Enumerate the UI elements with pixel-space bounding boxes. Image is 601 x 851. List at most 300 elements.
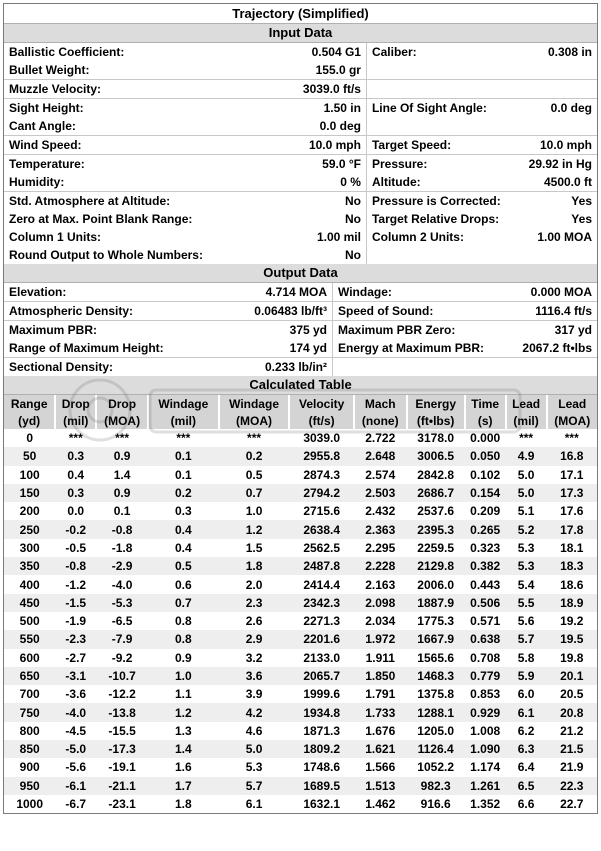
table-cell: 0.1 <box>148 447 219 465</box>
table-cell: 5.0 <box>506 484 547 502</box>
output-row <box>4 283 597 302</box>
input-label: Pressure: <box>366 155 517 174</box>
input-label: Sight Height: <box>4 99 208 118</box>
column-header: (mil) <box>148 412 219 429</box>
table-cell: 2006.0 <box>417 577 454 592</box>
column-header: (MOA) <box>96 412 148 429</box>
table-cell: 1632.1 <box>303 797 341 812</box>
table-cell: -1.2 <box>65 577 87 592</box>
column-header: Mach <box>354 395 407 412</box>
table-cell: -4.0 <box>111 577 133 592</box>
table-cell: 2.503 <box>354 484 407 502</box>
input-value: 10.0 mph <box>517 136 597 155</box>
table-cell: -23.1 <box>108 797 136 812</box>
output-label: Speed of Sound: <box>333 302 508 321</box>
table-cell: 1934.8 <box>289 703 354 721</box>
table-cell: 700 <box>19 687 40 702</box>
table-cell: 650 <box>4 667 55 685</box>
output-value <box>508 358 597 377</box>
table-cell: -2.9 <box>96 557 148 575</box>
table-cell: 20.5 <box>560 687 584 702</box>
input-value <box>517 246 597 264</box>
table-cell: 4.2 <box>219 703 290 721</box>
input-value: 10.0 mph <box>208 136 367 155</box>
table-cell: 2133.0 <box>303 650 341 665</box>
input-label: Humidity: <box>9 175 65 189</box>
table-cell: 0.0 <box>67 504 85 519</box>
output-value: 0.233 lb/in² <box>174 358 333 377</box>
column-header: Windage <box>148 395 219 412</box>
table-cell: 2.295 <box>365 540 396 555</box>
table-cell: *** <box>519 431 534 446</box>
table-cell: 2487.8 <box>289 557 354 575</box>
column-header: Lead <box>547 395 597 412</box>
table-cell: 1.7 <box>148 777 219 795</box>
table-cell: 2537.6 <box>417 504 454 519</box>
table-cell: -2.3 <box>55 630 96 648</box>
output-data-header: Output Data <box>4 264 597 283</box>
table-cell: 0.102 <box>470 467 501 482</box>
table-cell: 1288.1 <box>407 703 465 721</box>
table-cell: 0.4 <box>148 520 219 538</box>
table-cell: 0.779 <box>465 667 506 685</box>
table-cell: 20.1 <box>547 667 597 685</box>
table-cell: 50 <box>4 447 55 465</box>
table-cell: 1.733 <box>354 703 407 721</box>
table-cell: 18.3 <box>547 557 597 575</box>
table-cell: 1.090 <box>465 740 506 758</box>
table-cell: 2.163 <box>365 577 396 592</box>
table-cell: *** <box>68 431 83 446</box>
table-cell: 1.972 <box>354 630 407 648</box>
output-value: 2067.2 ft•lbs <box>522 341 592 355</box>
input-label: Target Speed: <box>366 136 517 155</box>
table-cell: 2129.8 <box>407 557 465 575</box>
table-cell: -0.8 <box>55 557 96 575</box>
table-cell: 0.323 <box>470 540 501 555</box>
table-cell: 1000 <box>16 797 44 812</box>
table-cell: 0.853 <box>470 687 501 702</box>
input-value: No <box>208 246 367 264</box>
table-cell: 17.1 <box>560 467 584 482</box>
input-value: No <box>208 192 367 211</box>
table-cell: 0.209 <box>470 504 501 519</box>
table-cell: 5.7 <box>219 777 290 795</box>
output-row <box>4 339 597 358</box>
table-cell: 2.722 <box>365 431 396 446</box>
input-value: Yes <box>517 192 597 211</box>
table-cell: 0.638 <box>465 630 506 648</box>
table-cell: 950 <box>4 777 55 795</box>
table-cell: 1052.2 <box>417 760 454 775</box>
input-row <box>4 43 597 61</box>
trajectory-report <box>3 3 598 814</box>
table-cell: -5.6 <box>65 760 87 775</box>
table-cell: 0.4 <box>67 467 85 482</box>
table-cell: 1.261 <box>465 777 506 795</box>
output-value: 174 yd <box>174 339 333 358</box>
table-cell: 2.034 <box>365 614 396 629</box>
calculated-table <box>4 395 597 813</box>
output-label: Energy at Maximum PBR: <box>338 341 485 355</box>
column-header: (ft/s) <box>289 412 354 429</box>
input-label: Column 2 Units: <box>371 230 464 244</box>
table-cell: -17.3 <box>96 740 148 758</box>
input-value: 1.00 mil <box>208 228 367 246</box>
output-value: 317 yd <box>508 321 597 340</box>
input-value: 29.92 in Hg <box>517 155 597 174</box>
output-label: Maximum PBR: <box>4 321 174 340</box>
table-cell: 1.8 <box>174 797 192 812</box>
table-row <box>4 722 597 740</box>
table-cell: -3.1 <box>55 667 96 685</box>
table-cell: 6.4 <box>517 760 535 775</box>
output-label <box>333 358 508 377</box>
table-cell: 2.574 <box>365 467 396 482</box>
table-row <box>4 575 597 593</box>
table-cell: 0.4 <box>174 540 192 555</box>
table-cell: 1205.0 <box>417 723 454 738</box>
input-row <box>4 173 597 192</box>
calculated-table-header: Calculated Table <box>4 376 597 395</box>
output-label: Maximum PBR Zero: <box>333 321 508 340</box>
table-cell: 1.850 <box>354 667 407 685</box>
table-row <box>4 539 597 557</box>
input-value <box>517 61 597 80</box>
output-label: Sectional Density: <box>4 358 174 377</box>
output-label: Windage: <box>338 285 392 299</box>
table-cell: 0.5 <box>245 467 263 482</box>
table-cell: 2.363 <box>354 520 407 538</box>
input-value: 1.50 in <box>208 99 367 118</box>
output-row <box>4 302 597 321</box>
table-cell: 0.1 <box>174 467 192 482</box>
table-cell: 1999.6 <box>303 687 341 702</box>
input-label: Bullet Weight: <box>9 63 90 77</box>
output-value: 375 yd <box>174 321 333 340</box>
table-cell: 800 <box>19 723 40 738</box>
column-header: (ft•lbs) <box>407 412 465 429</box>
column-header: Energy <box>407 395 465 412</box>
input-value: 1.00 MOA <box>537 230 592 244</box>
table-cell: 0.6 <box>174 577 192 592</box>
input-label: Altitude: <box>371 175 421 189</box>
input-row <box>4 80 597 99</box>
table-cell: *** <box>115 431 130 446</box>
table-cell: 1.676 <box>365 723 396 738</box>
table-cell: 1.5 <box>245 540 263 555</box>
table-cell: 1.1 <box>174 687 192 702</box>
table-cell: -4.0 <box>55 703 96 721</box>
table-cell: -1.5 <box>55 594 96 612</box>
table-cell: 18.1 <box>560 540 584 555</box>
table-row <box>4 667 597 685</box>
table-cell: 6.2 <box>517 723 535 738</box>
table-cell: 5.3 <box>517 540 535 555</box>
table-cell: 19.5 <box>547 630 597 648</box>
table-cell: *** <box>564 431 579 446</box>
input-value: 4500.0 ft <box>543 175 592 189</box>
input-value: 0.0 deg <box>208 117 367 136</box>
table-cell: 1.008 <box>470 723 501 738</box>
input-label: Column 1 Units: <box>9 230 101 244</box>
table-cell: 0.7 <box>148 594 219 612</box>
column-header: (s) <box>465 412 506 429</box>
table-cell: 3006.5 <box>407 447 465 465</box>
table-header-row <box>4 395 597 412</box>
table-cell: 1.174 <box>470 760 501 775</box>
table-cell: 1775.3 <box>417 614 454 629</box>
table-row <box>4 484 597 502</box>
column-header: Drop <box>55 395 96 412</box>
table-cell: 1.911 <box>365 650 395 665</box>
table-cell: 0.3 <box>174 504 192 519</box>
table-cell: 982.3 <box>407 777 465 795</box>
table-cell: 0.708 <box>470 650 501 665</box>
table-cell: 1.0 <box>148 667 219 685</box>
table-cell: -4.5 <box>65 723 87 738</box>
table-cell: 19.8 <box>560 650 584 665</box>
table-cell: 0.8 <box>174 614 192 629</box>
column-header: Lead <box>506 395 547 412</box>
table-row <box>4 703 597 721</box>
table-cell: 0.929 <box>465 703 506 721</box>
table-cell: 2.228 <box>354 557 407 575</box>
table-cell: 1.0 <box>245 504 263 519</box>
table-cell: 2395.3 <box>407 520 465 538</box>
table-cell: 1565.6 <box>417 650 454 665</box>
input-label: Wind Speed: <box>4 136 208 155</box>
output-data-table <box>4 283 597 376</box>
table-cell: 400 <box>19 577 40 592</box>
table-row <box>4 685 597 703</box>
input-row <box>4 155 597 174</box>
table-cell: 1.8 <box>219 557 290 575</box>
table-cell: 2638.4 <box>289 520 354 538</box>
table-cell: 5.8 <box>517 650 535 665</box>
input-label: Muzzle Velocity: <box>4 80 208 99</box>
input-row <box>4 228 597 246</box>
output-row <box>4 321 597 340</box>
table-cell: -7.9 <box>96 630 148 648</box>
table-cell: 5.0 <box>219 740 290 758</box>
report-title: Trajectory (Simplified) <box>4 4 597 24</box>
table-cell: -9.2 <box>111 650 133 665</box>
table-cell: 1.462 <box>365 797 396 812</box>
table-cell: -6.5 <box>111 614 133 629</box>
table-cell: 1.566 <box>365 760 396 775</box>
table-cell: 2.6 <box>245 614 263 629</box>
table-cell: 250 <box>4 520 55 538</box>
input-value: 155.0 gr <box>208 61 367 80</box>
table-cell: 550 <box>4 630 55 648</box>
output-row <box>4 358 597 377</box>
table-cell: 19.2 <box>560 614 584 629</box>
table-cell: 0.7 <box>219 484 290 502</box>
table-cell: 6.3 <box>506 740 547 758</box>
table-cell: 5.9 <box>506 667 547 685</box>
table-row <box>4 777 597 795</box>
table-cell: 1.2 <box>219 520 290 538</box>
table-cell: 0.506 <box>465 594 506 612</box>
table-cell: 1468.3 <box>407 667 465 685</box>
table-cell: 0.2 <box>148 484 219 502</box>
table-cell: 100 <box>19 467 40 482</box>
input-label: Caliber: <box>371 45 417 59</box>
table-cell: -5.0 <box>55 740 96 758</box>
table-cell: -6.1 <box>55 777 96 795</box>
table-cell: 2794.2 <box>289 484 354 502</box>
table-cell: 2271.3 <box>303 614 341 629</box>
table-cell: 3.6 <box>219 667 290 685</box>
table-cell: 3178.0 <box>417 431 454 446</box>
table-row <box>4 612 597 630</box>
input-label <box>366 61 517 80</box>
table-cell: -15.5 <box>108 723 136 738</box>
table-cell: 1887.9 <box>407 594 465 612</box>
table-cell: 1.6 <box>174 760 192 775</box>
table-cell: 300 <box>19 540 40 555</box>
table-cell: 750 <box>4 703 55 721</box>
input-value <box>517 80 597 99</box>
table-cell: 2874.3 <box>303 467 341 482</box>
table-cell: 0.3 <box>55 447 96 465</box>
input-label: Ballistic Coefficient: <box>9 45 125 59</box>
table-row <box>4 649 597 667</box>
table-cell: 0.5 <box>148 557 219 575</box>
table-row <box>4 594 597 612</box>
table-cell: 4.6 <box>245 723 263 738</box>
table-cell: -0.5 <box>65 540 87 555</box>
table-cell: 21.5 <box>547 740 597 758</box>
table-cell: -6.7 <box>65 797 87 812</box>
table-cell: 2.3 <box>219 594 290 612</box>
input-value: 0 % <box>208 173 367 192</box>
table-cell: 5.6 <box>517 614 535 629</box>
input-label: Line Of Sight Angle: <box>366 99 517 118</box>
table-cell: -0.8 <box>96 520 148 538</box>
table-row <box>4 630 597 648</box>
table-row <box>4 740 597 758</box>
table-cell: 0.8 <box>148 630 219 648</box>
table-cell: 18.9 <box>547 594 597 612</box>
table-cell: 2259.5 <box>417 540 454 555</box>
table-cell: -0.2 <box>55 520 96 538</box>
input-label: Cant Angle: <box>9 119 76 133</box>
table-cell: -19.1 <box>108 760 136 775</box>
table-cell: -10.7 <box>96 667 148 685</box>
table-cell: 0.3 <box>55 484 96 502</box>
output-value: 1116.4 ft/s <box>508 302 597 321</box>
table-cell: 1.2 <box>148 703 219 721</box>
table-cell: 450 <box>4 594 55 612</box>
table-cell: 0.2 <box>219 447 290 465</box>
table-cell: 2.648 <box>354 447 407 465</box>
input-value: No <box>208 210 367 228</box>
table-cell: 21.2 <box>560 723 584 738</box>
table-cell: 150 <box>4 484 55 502</box>
table-cell: 0.571 <box>470 614 501 629</box>
table-cell: 0.9 <box>174 650 192 665</box>
column-header: (MOA) <box>547 412 597 429</box>
table-cell: 1748.6 <box>303 760 341 775</box>
output-value: 4.714 MOA <box>174 283 333 302</box>
table-cell: -5.3 <box>96 594 148 612</box>
input-value: 0.504 G1 <box>208 43 367 61</box>
table-row <box>4 758 597 776</box>
table-cell: 5.0 <box>517 467 535 482</box>
column-header: Velocity <box>289 395 354 412</box>
table-cell: 1.3 <box>174 723 192 738</box>
table-cell: 200 <box>19 504 40 519</box>
table-cell: 18.6 <box>560 577 584 592</box>
table-cell: 850 <box>4 740 55 758</box>
input-data-table <box>4 43 597 264</box>
table-row <box>4 447 597 465</box>
table-row <box>4 466 597 484</box>
input-row <box>4 246 597 264</box>
table-cell: 0.265 <box>465 520 506 538</box>
column-header: (yd) <box>4 412 55 429</box>
table-cell: 3.2 <box>245 650 263 665</box>
table-cell: 1.4 <box>148 740 219 758</box>
table-cell: 1871.3 <box>303 723 341 738</box>
table-cell: 17.3 <box>547 484 597 502</box>
output-label: Range of Maximum Height: <box>9 341 164 355</box>
table-cell: 5.5 <box>506 594 547 612</box>
table-cell: 22.7 <box>560 797 584 812</box>
table-cell: 3.9 <box>245 687 263 702</box>
table-cell: 2562.5 <box>303 540 341 555</box>
input-value: 0.0 deg <box>517 99 597 118</box>
table-cell: -1.9 <box>65 614 87 629</box>
table-cell: 2.432 <box>365 504 396 519</box>
table-cell: 600 <box>19 650 40 665</box>
table-cell: 1.352 <box>470 797 501 812</box>
table-cell: 2955.8 <box>289 447 354 465</box>
table-cell: -12.2 <box>108 687 136 702</box>
table-cell: 17.8 <box>547 520 597 538</box>
input-label: Round Output to Whole Numbers: <box>9 248 203 262</box>
table-cell: 6.1 <box>245 797 263 812</box>
table-cell: 0.1 <box>113 504 131 519</box>
table-cell: 5.3 <box>245 760 263 775</box>
table-cell: 4.9 <box>506 447 547 465</box>
column-header: Range <box>4 395 55 412</box>
input-row <box>4 61 597 80</box>
input-value: 59.0 °F <box>208 155 367 174</box>
input-label <box>366 117 517 136</box>
table-cell: 2686.7 <box>407 484 465 502</box>
table-cell: 1126.4 <box>407 740 465 758</box>
table-cell: 0.443 <box>470 577 501 592</box>
table-cell: 21.9 <box>560 760 584 775</box>
table-cell: 2.0 <box>245 577 263 592</box>
input-row <box>4 136 597 155</box>
table-cell: 16.8 <box>547 447 597 465</box>
table-cell: 0.050 <box>465 447 506 465</box>
table-cell: 2342.3 <box>289 594 354 612</box>
table-cell: 0.000 <box>470 431 501 446</box>
table-cell: 6.0 <box>517 687 535 702</box>
table-cell: 20.8 <box>547 703 597 721</box>
output-value: 0.000 MOA <box>530 285 592 299</box>
table-cell: 5.3 <box>506 557 547 575</box>
table-cell: -21.1 <box>96 777 148 795</box>
table-cell: 0.382 <box>465 557 506 575</box>
output-value: 0.06483 lb/ft³ <box>174 302 333 321</box>
table-cell: 6.6 <box>517 797 535 812</box>
